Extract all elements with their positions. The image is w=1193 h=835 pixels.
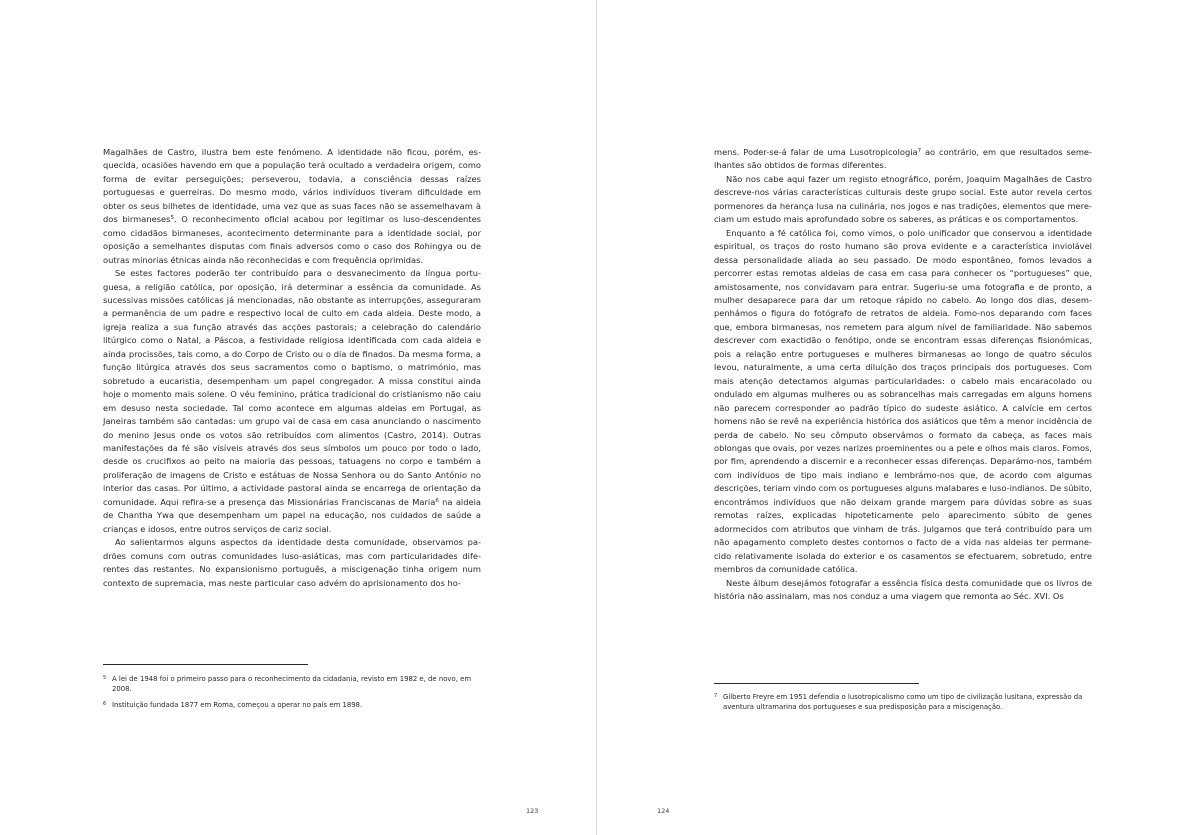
footnote-text: Gilberto Freyre em 1951 defendia o lusotropicalismo como um tipo de civilização lusitana, expressão da aventura ultramarina dos portugueses e sua predisposição para a miscigenação.	[723, 693, 1083, 712]
footnote-divider	[714, 683, 919, 684]
footnote-reference[interactable]: 7	[917, 148, 922, 154]
page-number: 124	[657, 807, 670, 815]
footnote	[714, 692, 1092, 712]
paragraph: Enquanto a fé católica foi, como vimos, o polo unificador que conservou a identidade espiritual, os traços do rosto humano são prova evidente e a característica inviolável dessa personalidade aliada ao seu passado. De modo espontâneo, fomos levados a percorrer estas remotas aldeias de casa em casa para conhecer os “portugueses” que, amistosamente, nos convidavam para entrar. Sugeriu-se uma fotografia e de pronto, a mulher desaparece para dar um retoque rápido no cabelo. Ao longo dos dias, desempenhámos o figura do fotógrafo de retratos de aldeia. Fomo-nos deparando com faces que, embora birmanesas, nos remetem para algum nível de familiaridade. Não sabemos descrever com exactidão o fenótipo, onde se encontram essas diferenças fisionómicas, pois a relação entre portugueses e mulheres birmanesas ao longo de quatro séculos levou, naturalmente, a uma certa diluição dos traços principais dos portugueses. Com mais atenção detectamos algumas particularidades: o cabelo mais encaracolado ou ondulado em algumas mulheres ou as sobrancelhas mais carregadas em alguns homens não parecem corresponder ao padrão típico do sudeste asiático. A calvície em certos homens não se revê na experiência histórica dos asiáticos que têm a menor incidência de perda de cabelo. No seu cômputo observámos o formato da cabeça, as faces mais oblongas que ovais, por vezes narizes proeminentes ou a pele e olhos mais claros. Fomos, por fim, aprendendo a discernir e a reconhecer essas diferenças. Deparámo-nos, também com indivíduos de tipo mais indiano e lembrámo-nos que, de acordo com algumas descrições, teriam vindo com os portugueses alguns malabares e luso-indianos. De súbito, encontrámos indivíduos que não deixam grande margem para dúvidas sobre as suas remotas raízes, explicadas hipoteticamente pelo aparecimento súbito de genes adormecidos com atributos que vinham de trás. Julgamos que terá contribuído para um não apagamento completo destes contornos o facto de a vida nas aldeias ter permanecido relativamente isolada do exterior e os casamentos se efectuarem, sobretudo, entre membros da comunidade católica.	[714, 227, 1092, 575]
footnote-text: A lei de 1948 foi o primeiro passo para o reconhecimento da cidadania, revisto em 1982 e, de novo, em 2008.	[112, 675, 472, 694]
paragraph: Ao salientarmos alguns aspectos da identidade desta comunidade, observamos padrões comuns com outras comunidades luso-asiáticas, mas com particularidades diferentes das restantes. No expansionismo português, a miscigenação tinha origem num contexto de supremacia, mas neste particular caso advém do aprisionamento dos ho-	[103, 537, 481, 588]
footnote-divider	[103, 664, 308, 665]
right-page	[597, 0, 1193, 835]
paragraph: mens. Poder-se-á falar de uma Lusotropicologia$^7$ ao contrário, em que resultados semelhantes são obtidos de formas diferentes.	[714, 147, 1093, 171]
paragraph: Não nos cabe aqui fazer um registo etnográfico, porém, Joaquim Magalhães de Castro descreve-nos várias características culturais deste grupo social. Este autor revela certos pormenores da herança lusa na culinária, nos jogos e nas tradições, elementos que mereciam um estudo mais aprofundado sobre os saberes, as práticas e os comportamentos.	[714, 173, 1092, 225]
footnote	[103, 674, 481, 694]
paragraph: Neste álbum desejámos fotografar a essência física desta comunidade que os livros de história não assinalam, mas nos conduz a uma viagem que remonta ao Séc. XVI. Os	[714, 577, 1092, 601]
footnotes	[103, 674, 481, 717]
footnote-number: 7	[714, 693, 718, 699]
footnote-reference[interactable]: 6	[435, 497, 439, 504]
footnote-number: 5	[103, 675, 107, 681]
footnote-text: Instituição fundada 1877 em Roma, começou a operar no país em 1898.	[112, 701, 363, 710]
left-page	[0, 0, 596, 835]
body-text	[103, 146, 481, 590]
footnote-reference[interactable]: 5	[170, 215, 174, 222]
footnotes	[714, 692, 1092, 718]
page-number: 123	[526, 807, 539, 815]
paragraph: Se estes factores poderão ter contribuído para o desvanecimento da língua portuguesa, a religião católica, por oposição, irá determinar a essência da comunidade. As sucessivas missões católicas já mencionadas, não obstante as interrupções, asseguraram a permanência de um padre e respectivo local de culto em cada aldeia. Deste modo, a igreja realiza a sua função através das acções pastorais; a celebração do calendário litúrgico como o Natal, a Páscoa, a festividade religiosa identificada com cada aldeia e ainda procissões, tais como, a do Corpo de Cristo ou o dia de finados. Da mesma forma, a função litúrgica através dos seus sacramentos como o baptismo, o matrimónio, mas sobretudo a eucaristia, desempenham um papel congregador. A missa constitui ainda hoje o momento mais solene. O véu feminino, prática tradicional do cristianismo não caiu em desuso nesta sociedade. Tal como acontece em algumas aldeias em Portugal, as Janeiras também são cantadas: um grupo vai de casa em casa anunciando o nascimento do menino Jesus onde os votos são retribuídos com alimentos (Castro, 2014). Outras manifestações da fé são visíveis através dos seus símbolos um pouco por todo o lado, desde os crucifixos ao peito na maioria das pessoas, tatuagens no corpo e também a proliferação de imagens de Cristo e estátuas de Nossa Senhora ou do Santo António no interior das casas. Por último, a actividade pastoral ainda se encarrega de orientação da comunidade. Aqui refira-se a presença das Missionárias Franciscanas de Maria$^6$ na aldeia de Chantha Ywa que desempenham um papel na educação, nos cuidados de saúde a crianças e idosos, entre outros serviços de cariz social.	[103, 268, 481, 534]
paragraph: Magalhães de Castro, ilustra bem este fenómeno. A identidade não ficou, porém, esquecida, ocasiões havendo em que a população terá ocultado a verdadeira origem, como forma de evitar perseguições; perseverou, todavia, a consciência dessas raízes portuguesas e guerreiras. Do mesmo modo, vários indivíduos tiveram dificuldade em obter os seus bilhetes de identidade, uma vez que as suas faces não se assemelhavam à dos birmaneses$^5$. O reconhecimento oficial acabou por legitimar os luso-descendentes como cidadãos birmaneses, acontecimento determinante para a identidade social, por oposição a semelhantes disputas com finais adversos como o caso dos Rohingya ou de outras minorias étnicas ainda não reconhecidas e com frequência oprimidas.	[103, 147, 482, 265]
footnote	[103, 700, 481, 710]
body-text	[714, 146, 1092, 603]
footnote-number: 6	[103, 701, 107, 708]
